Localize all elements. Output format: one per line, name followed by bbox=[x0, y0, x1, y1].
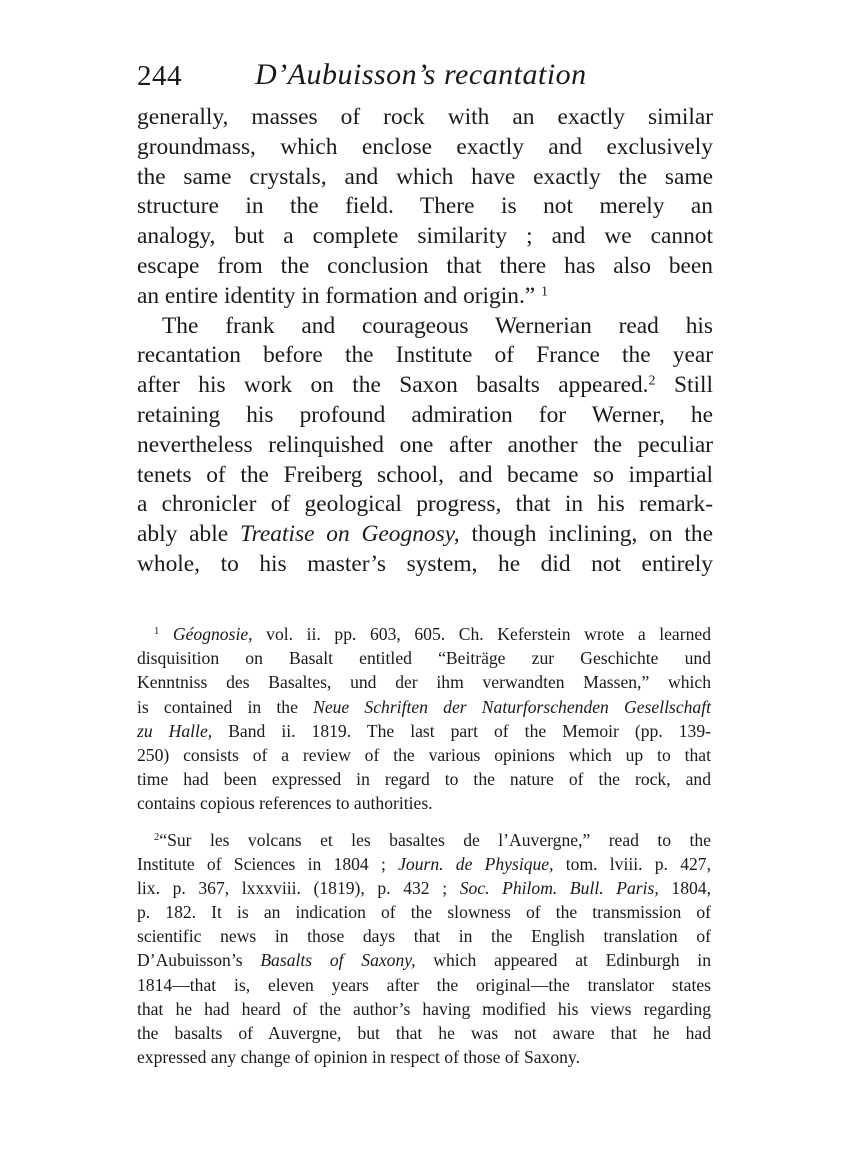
body-line: nevertheless relinquished one after another the peculiar bbox=[137, 431, 713, 458]
footnote-text: 1804, bbox=[671, 877, 711, 898]
footnote-line bbox=[137, 948, 711, 972]
body-line: a chronicler of geological progress, that in his remark- bbox=[137, 491, 713, 518]
footnote-line: expressed any change of opinion in respect of those of Saxony. bbox=[137, 1047, 580, 1068]
body-line: escape from the conclusion that there has also been bbox=[137, 252, 713, 279]
footnote-line: contains copious references to authorities. bbox=[137, 793, 433, 814]
footnote-1 bbox=[137, 622, 711, 816]
footnote-line bbox=[137, 828, 711, 852]
body-line: groundmass, which enclose exactly and exclusively bbox=[137, 133, 713, 160]
page-number: 244 bbox=[137, 60, 182, 92]
footnote-line: time had been expressed in regard to the nature of the rock, and bbox=[137, 769, 711, 790]
footnote-line bbox=[137, 695, 711, 719]
footnote-line: p. 182. It is an indication of the slowness of the transmission of bbox=[137, 902, 711, 923]
running-title: D’Aubuisson’s recantation bbox=[255, 58, 587, 91]
body-line-text: ably able bbox=[137, 521, 229, 548]
footnote-line: 250) consists of a review of the various opinions which up to that bbox=[137, 744, 711, 765]
footnote-line: scientific news in those days that in the English translation of bbox=[137, 926, 711, 947]
body-line: tenets of the Freiberg school, and became so impartial bbox=[137, 461, 713, 488]
footnote-line bbox=[137, 622, 711, 646]
body-line: The frank and courageous Wernerian read his bbox=[162, 312, 713, 339]
body-line bbox=[137, 520, 713, 550]
body-line-text: after his work on the Saxon basalts appeared. bbox=[137, 372, 649, 399]
footnote-marker: 2 bbox=[154, 831, 160, 843]
work-title: Neue Schriften der Naturforschenden Gesellschaft bbox=[313, 696, 712, 717]
work-title: Basalts of Saxony, bbox=[260, 950, 416, 971]
work-title: zu Halle, bbox=[137, 720, 213, 741]
footnote-line: 1814—that is, eleven years after the original—the translator states bbox=[137, 974, 711, 995]
body-line-text: though inclining, on the bbox=[471, 521, 713, 548]
body-line: structure in the field. There is not merely an bbox=[137, 193, 713, 220]
body-line: retaining his profound admiration for Werner, he bbox=[137, 401, 713, 428]
book-title: Treatise on Geognosy, bbox=[239, 521, 460, 548]
footnote-line: that he had heard of the author’s having modified his views regarding bbox=[137, 998, 711, 1019]
body-line bbox=[137, 371, 713, 401]
work-title: Soc. Philom. Bull. Paris, bbox=[459, 877, 659, 898]
footnote-line bbox=[137, 719, 711, 743]
work-title: Journ. de Physique, bbox=[398, 853, 554, 874]
footnote-text: D’Aubuisson’s bbox=[137, 950, 243, 971]
footnote-line bbox=[137, 876, 711, 900]
footnote-marker: 1 bbox=[154, 626, 160, 638]
body-line-text: Still bbox=[674, 372, 714, 399]
footnote-2 bbox=[137, 828, 711, 1070]
footnote-text: tom. lviii. p. 427, bbox=[565, 853, 711, 874]
body-line: recantation before the Institute of France the year bbox=[137, 342, 713, 369]
footnote-text: which appeared at Edinburgh in bbox=[433, 950, 711, 971]
footnote-text: Band ii. 1819. The last part of the Memoir (pp. 139- bbox=[228, 720, 712, 741]
body-line: generally, masses of rock with an exactly similar bbox=[137, 104, 713, 130]
body-line: the same crystals, and which have exactly the same bbox=[137, 163, 713, 190]
body-line: analogy, but a complete similarity ; and we cannot bbox=[137, 223, 713, 250]
body-line bbox=[137, 282, 713, 312]
running-head bbox=[137, 54, 717, 102]
work-title: Géognosie, bbox=[172, 624, 253, 644]
footnote-text: is contained in the bbox=[137, 696, 298, 717]
footnote-line bbox=[137, 852, 711, 876]
footnote-ref-2: 2 bbox=[648, 372, 656, 389]
footnote-line: the basalts of Auvergne, but that he was not aware that he had bbox=[137, 1023, 711, 1043]
footnote-text: “Sur les volcans et les basaltes de l’Auvergne,” read to the bbox=[159, 829, 711, 850]
footnotes bbox=[137, 622, 711, 1069]
footnote-ref-1: 1 bbox=[541, 283, 549, 300]
body-line: whole, to his master’s system, he did not entirely bbox=[137, 550, 713, 577]
footnote-line: disquisition on Basalt entitled “Beiträge zur Geschichte und bbox=[137, 648, 711, 669]
body-line-text: an entire identity in formation and origin.” bbox=[137, 282, 536, 309]
footnote-text: Institute of Sciences in 1804 ; bbox=[137, 853, 386, 874]
footnote-text: lix. p. 367, lxxxviii. (1819), p. 432 ; bbox=[137, 877, 448, 898]
footnote-text: vol. ii. pp. 603, 605. Ch. Keferstein wrote a learned bbox=[266, 624, 712, 644]
footnote-line: Kenntniss des Basaltes, und der ihm verwandten Massen,” which bbox=[137, 672, 711, 693]
body-text bbox=[137, 103, 713, 580]
